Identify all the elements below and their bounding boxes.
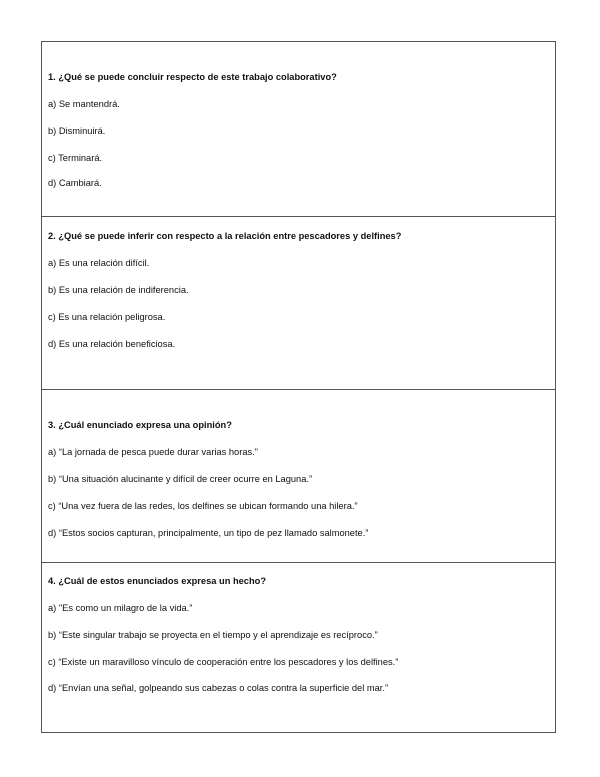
question-3-option-c: c) “Una vez fuera de las redes, los delfines se ubican formando una hilera.” [48, 501, 358, 511]
question-2-option-c: c) Es una relación peligrosa. [48, 312, 166, 322]
question-1-option-a: a) Se mantendrá. [48, 99, 120, 109]
question-2-text: 2. ¿Qué se puede inferir con respecto a la relación entre pescadores y delfines? [48, 231, 402, 241]
question-box-2 [42, 216, 555, 389]
question-1-option-b: b) Disminuirá. [48, 126, 106, 136]
question-4-option-b: b) “Este singular trabajo se proyecta en el tiempo y el aprendizaje es recíproco.” [48, 630, 378, 640]
question-2-option-a: a) Es una relación difícil. [48, 258, 150, 268]
question-1-text: 1. ¿Qué se puede concluir respecto de este trabajo colaborativo? [48, 72, 337, 82]
question-3-option-d: d) “Estos socios capturan, principalmente, un tipo de pez llamado salmonete.” [48, 528, 369, 538]
question-1-option-c: c) Terminará. [48, 153, 103, 163]
question-3-text: 3. ¿Cuál enunciado expresa una opinión? [48, 420, 232, 430]
question-sheet [41, 41, 556, 733]
question-1-option-d: d) Cambiará. [48, 178, 102, 188]
question-2-option-b: b) Es una relación de indiferencia. [48, 285, 189, 295]
question-2-option-d: d) Es una relación beneficiosa. [48, 339, 176, 349]
question-4-option-a: a) "Es como un milagro de la vida.” [48, 603, 193, 613]
question-3-option-a: a) “La jornada de pesca puede durar varias horas.” [48, 447, 258, 457]
question-box-1 [42, 42, 555, 216]
question-4-option-d: d) “Envían una señal, golpeando sus cabezas o colas contra la superficie del mar.” [48, 683, 389, 693]
question-box-3 [42, 389, 555, 562]
question-4-text: 4. ¿Cuál de estos enunciados expresa un hecho? [48, 576, 267, 586]
question-3-option-b: b) “Una situación alucinante y difícil de creer ocurre en Laguna.” [48, 474, 313, 484]
question-box-4 [42, 562, 555, 732]
question-4-option-c: c) “Existe un maravilloso vínculo de cooperación entre los pescadores y los delfines.” [48, 657, 399, 667]
